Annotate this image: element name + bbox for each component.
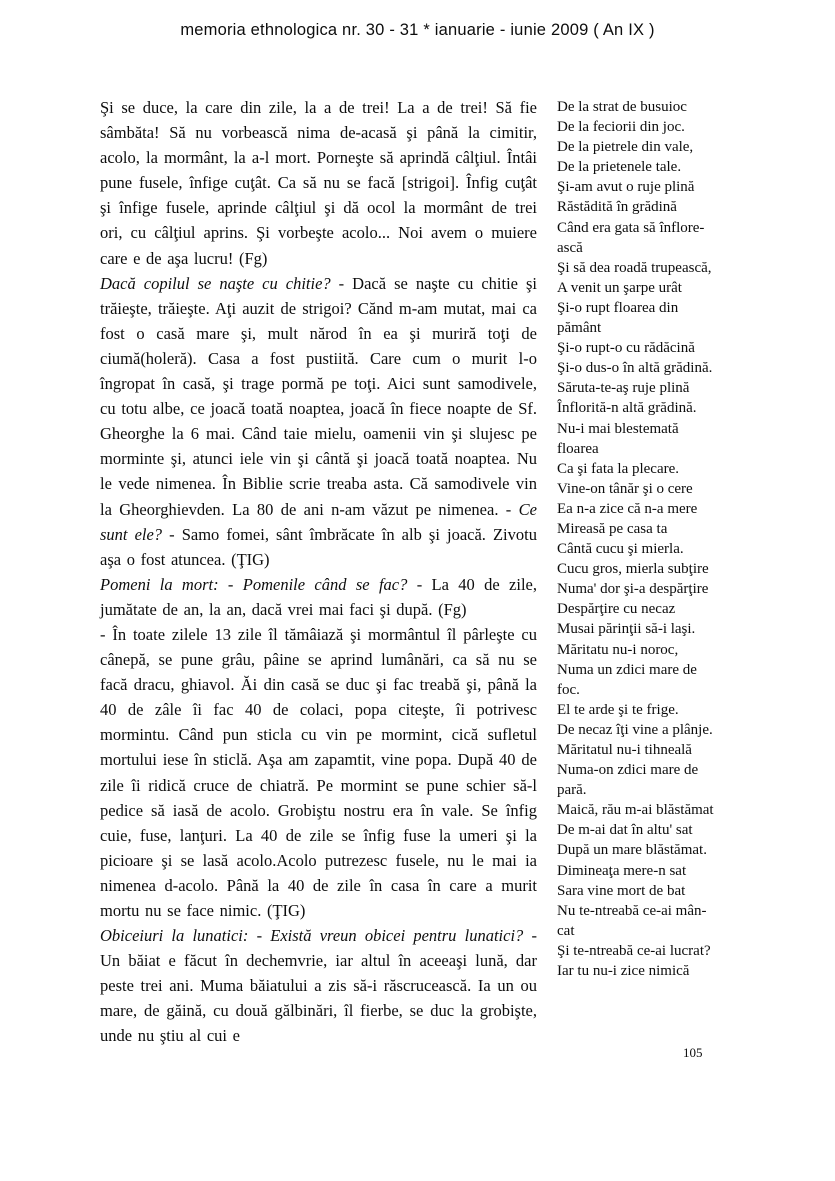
- verse-line: De la pietrele din vale,: [557, 139, 694, 156]
- verse-line: Cucu gros, mierla subţire: [557, 561, 709, 578]
- verse-line: Şi-o rupt-o cu rădăcină: [557, 340, 695, 357]
- verse-line: pământ: [557, 320, 602, 337]
- question-italic-text: Pomeni la mort: - Pomenile când se fac?: [100, 574, 408, 594]
- verse-line: El te arde şi te frige.: [557, 701, 679, 718]
- answer-text: - La 40 de zile, jumătate de an, la an, dacă vrei mai faci şi după. (Fg): [100, 574, 537, 619]
- verse-line: cat: [557, 922, 575, 939]
- answer-text: - Un băiat e făcut în dechemvrie, iar altul în aceeaşi lună, dar peste trei ani. Muma băiatului a zis să-i răscrucească. Ia un ou mare, de găină, cu două gălbinări, îl fierbe, se duc la grobişte, unde nu ştiu al cui e: [100, 926, 537, 1046]
- verse-line: Când era gata să înflore-: [557, 219, 705, 236]
- verse-line: De necaz îţi vine a plânje.: [557, 721, 713, 738]
- verse-line: Ca şi fata la plecare.: [557, 460, 680, 477]
- verse-line: Numa' dor şi-a despărţire: [557, 581, 709, 598]
- verse-line: De la feciorii din joc.: [557, 119, 685, 136]
- verse-line: Dimineaţa mere-n sat: [557, 862, 687, 879]
- paragraph: [100, 923, 537, 1048]
- verse-line: Numa-on zdici mare de: [557, 762, 699, 779]
- verse-line: Musai părinţii să-i laşi.: [557, 621, 696, 638]
- verse-line: Mireasă pe casa ta: [557, 520, 668, 537]
- question-italic-text: Ce sunt ele?: [100, 499, 537, 544]
- page-number: 105: [683, 1045, 703, 1060]
- verse-line: floarea: [557, 440, 599, 457]
- verse-line: Măritatu nu-i noroc,: [557, 641, 679, 658]
- verse-line: Maică, rău m-ai blăstămat: [557, 802, 714, 819]
- verse-line: De la prietenele tale.: [557, 159, 682, 176]
- paragraph: [100, 95, 537, 271]
- verse-line: De la strat de busuioc: [557, 99, 687, 115]
- prose-column: [100, 95, 537, 1049]
- verse-column: [557, 97, 757, 981]
- question-italic-text: Dacă copilul se naşte cu chitie?: [100, 273, 331, 293]
- verse-line: Sara vine mort de bat: [557, 882, 686, 899]
- answer-text: - Dacă se naşte cu chitie şi trăieşte, trăieşte. Aţi auzit de strigoi? Cănd m-am mutat, mai ca fost o casă mare şi, mult nărod în ea şi muriră toţi de ciumă(holeră). Casa a fost pustiită. Care cum o murit l-o îngropat în casă, şi trage pormă pe toţi. Aici sunt samodivele, cu totu albe, ce joacă toată noaptea, joacă în fiece noapte de Sf. Gheorghe la 6 mai. Când taie mielu, oamenii vin şi slujesc pe morminte şi, atunci iele vin şi cântă şi joacă toată noaptea. Nu le vede nimenea. În Biblie scrie treaba asta. Că samodivele vin la Gheorghievden. La 80 de ani n-am văzut pe nimenea. -: [100, 273, 537, 519]
- verse-line: De m-ai dat în altu' sat: [557, 822, 693, 839]
- verse-line: Vine-on tânăr şi o cere: [557, 480, 693, 497]
- answer-text: Şi se duce, la care din zile, la a de trei! La a de trei! Să fie sâmbăta! Să nu vorbească nima de-acasă şi până la cimitir, acolo, la mormânt, la a-l mort. Porneşte să aprindă câlţiul. Întâi pune fusele, înfige cuţât. Ca să nu se facă [strigoi]. Înfig cuţât şi înfige fusele, aprinde câlţiul şi dă ocol la mormânt de trei ori, cu câlţiul aprins. Şi vorbeşte acolo... Noi avem o muiere care e de aşa lucru! (Fg): [100, 98, 537, 268]
- paragraph: [100, 271, 537, 572]
- verse-line: Măritatul nu-i tihneală: [557, 742, 692, 758]
- answer-text: - În toate zilele 13 zile îl tămâiază şi mormântul îl pârleşte cu cânepă, se pune grâu, pâine se aprind lumânări, ca să nu se facă dracu, ghiavol. Ăi din casă se duc şi fac treabă şi, până la 40 de zâle îi fac 40 de colaci, popa citeşte, îi potrivesc mormintu. Când pun sticla cu vin pe mormint, cică sufletul mortului iese în sticlă. Aşa am zapamtit, vine popa. După 40 de zile îi ridică cruce de chiatră. Pe mormint se pune schier să-l pedice să iasă de acolo. Grobiştu nostru era în vale. Se înfig cuie, fuse, lanţuri. La 40 de zile se înfig fuse la umeri şi la picioare şi se lasă acolo.Acolo putrezesc fusele, nu le mai ia nimenea d-acolo. Până la 40 de zile în casa în care a murit mortu nu se face nimic. (ŢIG): [100, 624, 537, 920]
- verse-line: După un mare blăstămat.: [557, 842, 707, 859]
- verse-line: Numa un zdici mare de: [557, 661, 697, 678]
- answer-text: - Samo fomei, sânt îmbrăcate în alb şi joacă. Zivotu aşa o fost atuncea. (ŢIG): [100, 524, 537, 569]
- paragraph: [100, 622, 537, 923]
- question-italic-text: Obiceiuri la lunatici: - Există vreun obicei pentru lunatici?: [100, 926, 524, 946]
- verse-line: Şi-o dus-o în altă grădină.: [557, 360, 713, 377]
- verse-line: pară.: [557, 782, 587, 799]
- verse-line: Iar tu nu-i zice nimică: [557, 963, 690, 980]
- verse-line: Răstădită în grădină: [557, 199, 677, 216]
- verse-line: ască: [557, 239, 583, 256]
- verse-line: Ea n-a zice că n-a mere: [557, 500, 698, 517]
- verse-line: Şi-am avut o ruje plină: [557, 179, 695, 196]
- verse-line: A venit un şarpe urât: [557, 279, 682, 296]
- verse-line: foc.: [557, 681, 580, 698]
- verse-line: Nu-i mai blestemată: [557, 420, 679, 437]
- journal-header-title: memoria ethnologica nr. 30 - 31 * ianuarie - iunie 2009 ( An IX ): [180, 21, 655, 39]
- verse-line: Nu te-ntreabă ce-ai mân-: [557, 902, 707, 919]
- paragraph: [100, 572, 537, 622]
- verse-line: Şi te-ntreabă ce-ai lucrat?: [557, 942, 711, 959]
- verse-line: Înflorită-n altă grădină.: [557, 400, 697, 417]
- verse-line: Şi-o rupt floarea din: [557, 299, 679, 316]
- verse-line: Cântă cucu şi mierla.: [557, 541, 684, 558]
- verse-line: Săruta-te-aş ruje plină: [557, 380, 690, 397]
- verse-line: Despărţire cu necaz: [557, 601, 676, 618]
- verse-line: Şi să dea roadă trupească,: [557, 259, 712, 276]
